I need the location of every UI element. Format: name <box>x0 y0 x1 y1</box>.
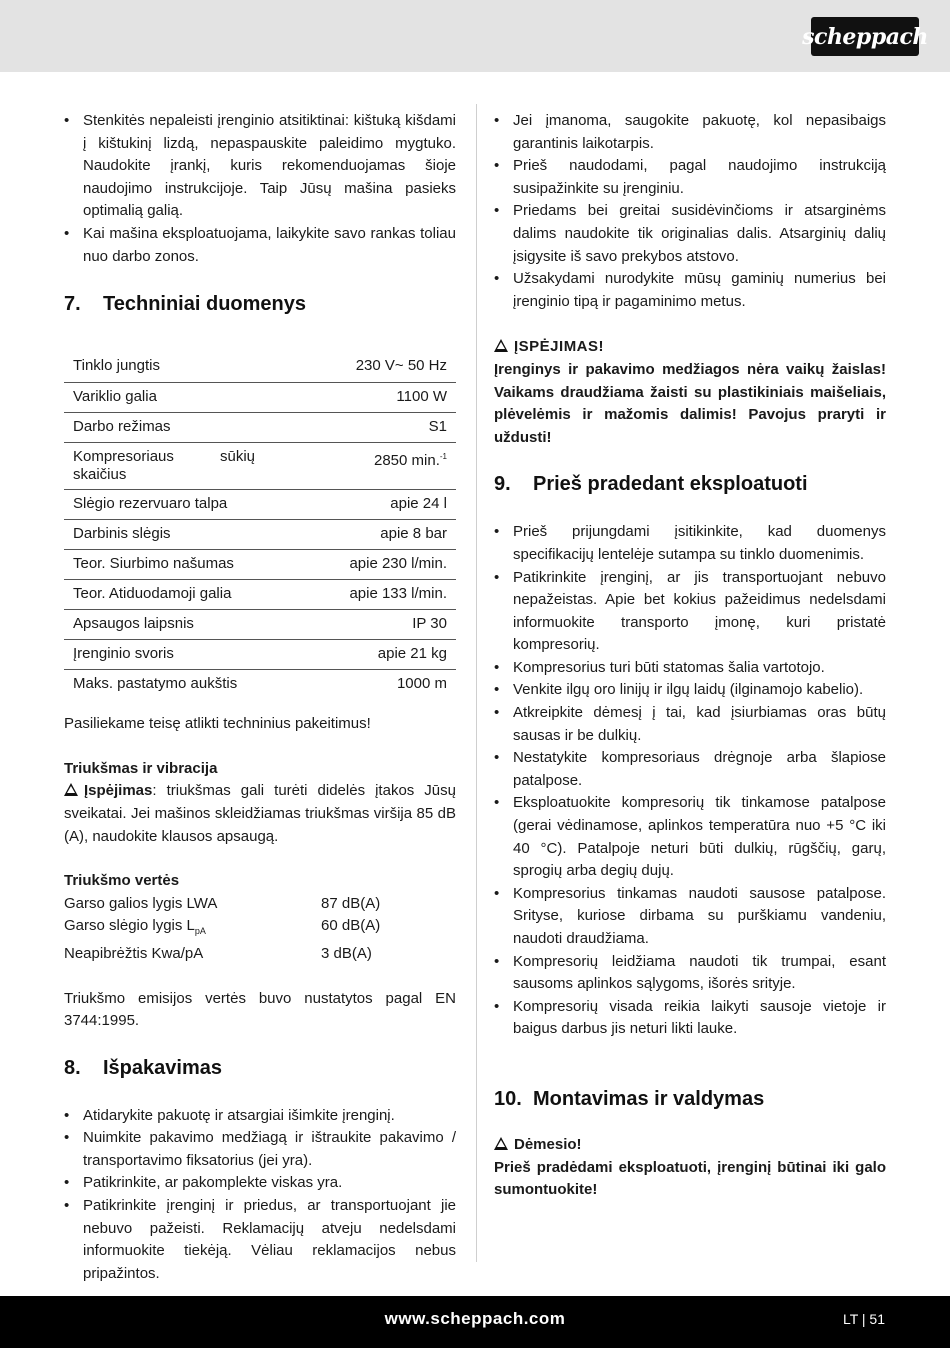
spec-label: Darbinis slėgis <box>73 524 171 542</box>
section-heading-7 <box>64 291 456 317</box>
section-title: Techniniai duomenys <box>103 293 306 316</box>
list-item: • Kompresorius turi būti statomas šalia vartotojo. <box>494 657 886 680</box>
table-row <box>64 382 456 412</box>
spec-value <box>264 579 456 609</box>
table-row <box>64 519 456 549</box>
list-item: • Kompresorius tinkamas naudoti sausose patalpose. Srityse, kuriose dirbama su purškiamu vandeniu, naudoti draudžiama. <box>494 883 886 951</box>
spec-value-text: apie 133 l/min. <box>349 584 447 602</box>
list-item: • Kompresorių visada reikia laikyti sausoje vietoje ir baigus darbus jis neturi likti lauke. <box>494 996 886 1041</box>
section-number: 10. <box>494 1087 522 1110</box>
right-intro-bullet-list <box>494 110 886 313</box>
section-number: 8. <box>64 1056 81 1079</box>
table-row <box>64 442 456 489</box>
list-item: • Užsakydami nurodykite mūsų gaminių numerius bei įrenginio tipą ir pagaminimo metus. <box>494 268 886 313</box>
spec-label: Variklio galia <box>73 387 157 405</box>
noise-values-list <box>64 893 456 966</box>
spec-value-text: S1 <box>428 417 447 435</box>
spec-value-sup: -1 <box>439 451 447 461</box>
spec-value <box>264 639 456 669</box>
noise-value: 60 dB(A) <box>321 917 381 935</box>
start-bullet-list <box>494 521 886 1041</box>
list-item: • Patikrinkite įrenginį, ar jis transportuojant nebuvo nepažeistas. Apie bet kokius pažeidimus nedelsdami informuokite transporto įmonę, kuri pristatė kompresorių. <box>494 567 886 657</box>
list-item: • Venkite ilgų oro linijų ir ilgų laidų (ilginamojo kabelio). <box>494 679 886 702</box>
unpack-bullet-list <box>64 1105 456 1286</box>
intro-bullet-list <box>64 110 456 268</box>
noise-values-heading: Triukšmo vertės <box>64 872 180 890</box>
table-row <box>64 489 456 519</box>
spec-value <box>264 412 456 442</box>
section-heading-9 <box>494 471 886 497</box>
noise-row <box>64 893 456 916</box>
noise-label: Neapibrėžtis Kwa/pA <box>64 944 204 962</box>
noise-warning-label: Įspėjimas <box>84 782 153 800</box>
spec-label: Teor. Atiduodamoji galia <box>73 584 232 602</box>
list-item: • Prieš prijungdami įsitikinkite, kad duomenys specifikacijų lentelėje sutampa su tinklo duomenimis. <box>494 521 886 566</box>
spec-label: Apsaugos laipsnis <box>73 614 194 632</box>
spec-value <box>264 442 456 489</box>
section-title: Montavimas ir valdymas <box>533 1087 765 1110</box>
table-row <box>64 669 456 699</box>
spec-value <box>264 489 456 519</box>
list-item: • Eksploatuokite kompresorių tik tinkamose patalpose (gerai vėdinamose, aplinkos temperatūra nuo +5 °C iki 40 °C). Patalpoje neturi būti dulkių, rūgščių, garų, sprogių arba degių dujų. <box>494 792 886 882</box>
spec-value-text: apie 21 kg <box>377 644 447 662</box>
list-item: • Atkreipkite dėmesį į tai, kad įsiurbiamas oras būtų sausas ir be dulkių. <box>494 702 886 747</box>
list-item: • Stenkitės nepaleisti įrenginio atsitiktinai: kištuką kišdami į kištukinį lizdą, nepaspauskite paleidimo mygtuko. Naudokite įrankį, kuris rekomenduojamas šioje naudojimo instrukcijoje. Taip Jūsų mašina pasieks optimalią galią. <box>64 110 456 223</box>
spec-value <box>264 669 456 699</box>
list-item: • Nuimkite pakavimo medžiagą ir ištraukite pakavimo / transportavimo fiksatorius (jei yra). <box>64 1127 456 1172</box>
table-row <box>64 352 456 382</box>
warning-title-text: ĮSPĖJIMAS! <box>514 338 605 356</box>
spec-value-text: 230 V~ 50 Hz <box>355 357 447 375</box>
spec-value-text: IP 30 <box>412 614 447 632</box>
list-item: • Kompresorių leidžiama naudoti tik trumpai, esant sausoms aplinkos sąlygoms, išorės srityje. <box>494 951 886 996</box>
footer <box>0 1296 950 1348</box>
table-row <box>64 549 456 579</box>
section-heading-8 <box>64 1055 456 1081</box>
list-item: • Prieš naudodami, pagal naudojimo instrukciją susipažinkite su įrenginiu. <box>494 155 886 200</box>
specs-table <box>64 352 456 699</box>
left-column <box>64 110 456 1285</box>
reserve-note: Pasiliekame teisę atlikti techninius pakeitimus! <box>64 715 371 733</box>
spec-label: Darbo režimas <box>73 417 171 435</box>
attention-text: Prieš pradėdami eksploatuoti, įrenginį būtinai iki galo sumontuokite! <box>494 1158 886 1199</box>
table-row <box>64 579 456 609</box>
list-item: • Jei įmanoma, saugokite pakuotę, kol nepasibaigs garantinis laikotarpis. <box>494 110 886 155</box>
list-item: • Patikrinkite įrenginį ir priedus, ar transportuojant jie nebuvo pažeisti. Reklamacijų atveju nedelsdami informuokite tiekėją. Vėliau reklamacijos nebus pripažintos. <box>64 1195 456 1285</box>
spec-value <box>264 382 456 412</box>
noise-heading: Triukšmas ir vibracija <box>64 759 218 777</box>
noise-label <box>64 915 321 943</box>
spec-label: Įrenginio svoris <box>73 644 174 662</box>
section-number: 7. <box>64 293 81 316</box>
section-title: Prieš pradedant eksploatuoti <box>533 473 808 496</box>
spec-value <box>264 352 456 382</box>
noise-row <box>64 915 456 943</box>
list-item: • Nestatykite kompresoriaus drėgnoje arba šlapiose patalpose. <box>494 747 886 792</box>
spec-value <box>264 519 456 549</box>
spec-value-text: 1100 W <box>396 387 447 405</box>
list-item: • Patikrinkite, ar pakomplekte viskas yra. <box>64 1172 456 1195</box>
right-column <box>494 110 886 1202</box>
list-item: • Atidarykite pakuotę ir atsargiai išimkite įrenginį. <box>64 1105 456 1128</box>
spec-label: Slėgio rezervuaro talpa <box>73 494 228 512</box>
spec-value-text: apie 24 l <box>390 494 447 512</box>
noise-label-sub: pA <box>194 926 206 937</box>
spec-value <box>264 549 456 579</box>
spec-value <box>264 609 456 639</box>
spec-label: Maks. pastatymo aukštis <box>73 674 238 692</box>
list-item: • Priedams bei greitai susidėvinčioms ir atsarginėms dalims naudokite tik originalias dalis. Atsarginių dalių įsigysite iš savo prekybos atstovo. <box>494 200 886 268</box>
spec-value-text: apie 8 bar <box>380 524 447 542</box>
table-row <box>64 609 456 639</box>
attention-title-text: Dėmesio! <box>514 1135 582 1153</box>
noise-label-text: Garso slėgio lygis L <box>64 917 195 935</box>
attention-title <box>494 1134 886 1157</box>
noise-row <box>64 943 456 966</box>
emission-note: Triukšmo emisijos vertės buvo nustatytos pagal EN 3744:1995. <box>64 989 456 1030</box>
spec-value-text: 2850 min. <box>374 451 440 469</box>
noise-value: 87 dB(A) <box>321 894 381 912</box>
warning-text: Įrenginys ir pakavimo medžiagos nėra vaikų žaislas! Vaikams draudžiama žaisti su plastikiniais maišeliais, plėvelėmis ir mažomis dalimis! Pavojus praryti ir uždusti! <box>494 360 886 446</box>
list-item: • Kai mašina eksploatuojama, laikykite savo rankas toliau nuo darbo zonos. <box>64 223 456 268</box>
table-row <box>64 639 456 669</box>
section-title: Išpakavimas <box>103 1056 222 1079</box>
warning-title <box>494 336 886 359</box>
noise-value: 3 dB(A) <box>321 944 372 962</box>
brand-logo: scheppach <box>811 17 919 56</box>
warning-icon <box>494 1137 508 1150</box>
spec-label: Kompresoriaus sūkių skaičius <box>73 447 255 483</box>
noise-warning-text: : triukšmas gali turėti didelės įtakos Jūsų sveikatai. Jei mašinos skleidžiamas triukšmas viršija 85 dB (A), naudokite klausos apsaugą. <box>64 782 456 845</box>
noise-warning <box>64 780 456 848</box>
spec-label: Tinklo jungtis <box>73 357 160 375</box>
footer-url[interactable]: www.scheppach.com <box>384 1309 566 1328</box>
noise-label: Garso galios lygis LWA <box>64 894 218 912</box>
warning-icon <box>494 339 508 352</box>
column-divider <box>476 104 477 1262</box>
warning-icon <box>64 783 78 796</box>
spec-value-text: 1000 m <box>396 674 447 692</box>
section-heading-10 <box>494 1086 886 1112</box>
table-row <box>64 412 456 442</box>
spec-value-text: apie 230 l/min. <box>349 554 447 572</box>
spec-label: Teor. Siurbimo našumas <box>73 554 234 572</box>
section-number: 9. <box>494 473 511 496</box>
page-number: LT | 51 <box>842 1311 885 1327</box>
